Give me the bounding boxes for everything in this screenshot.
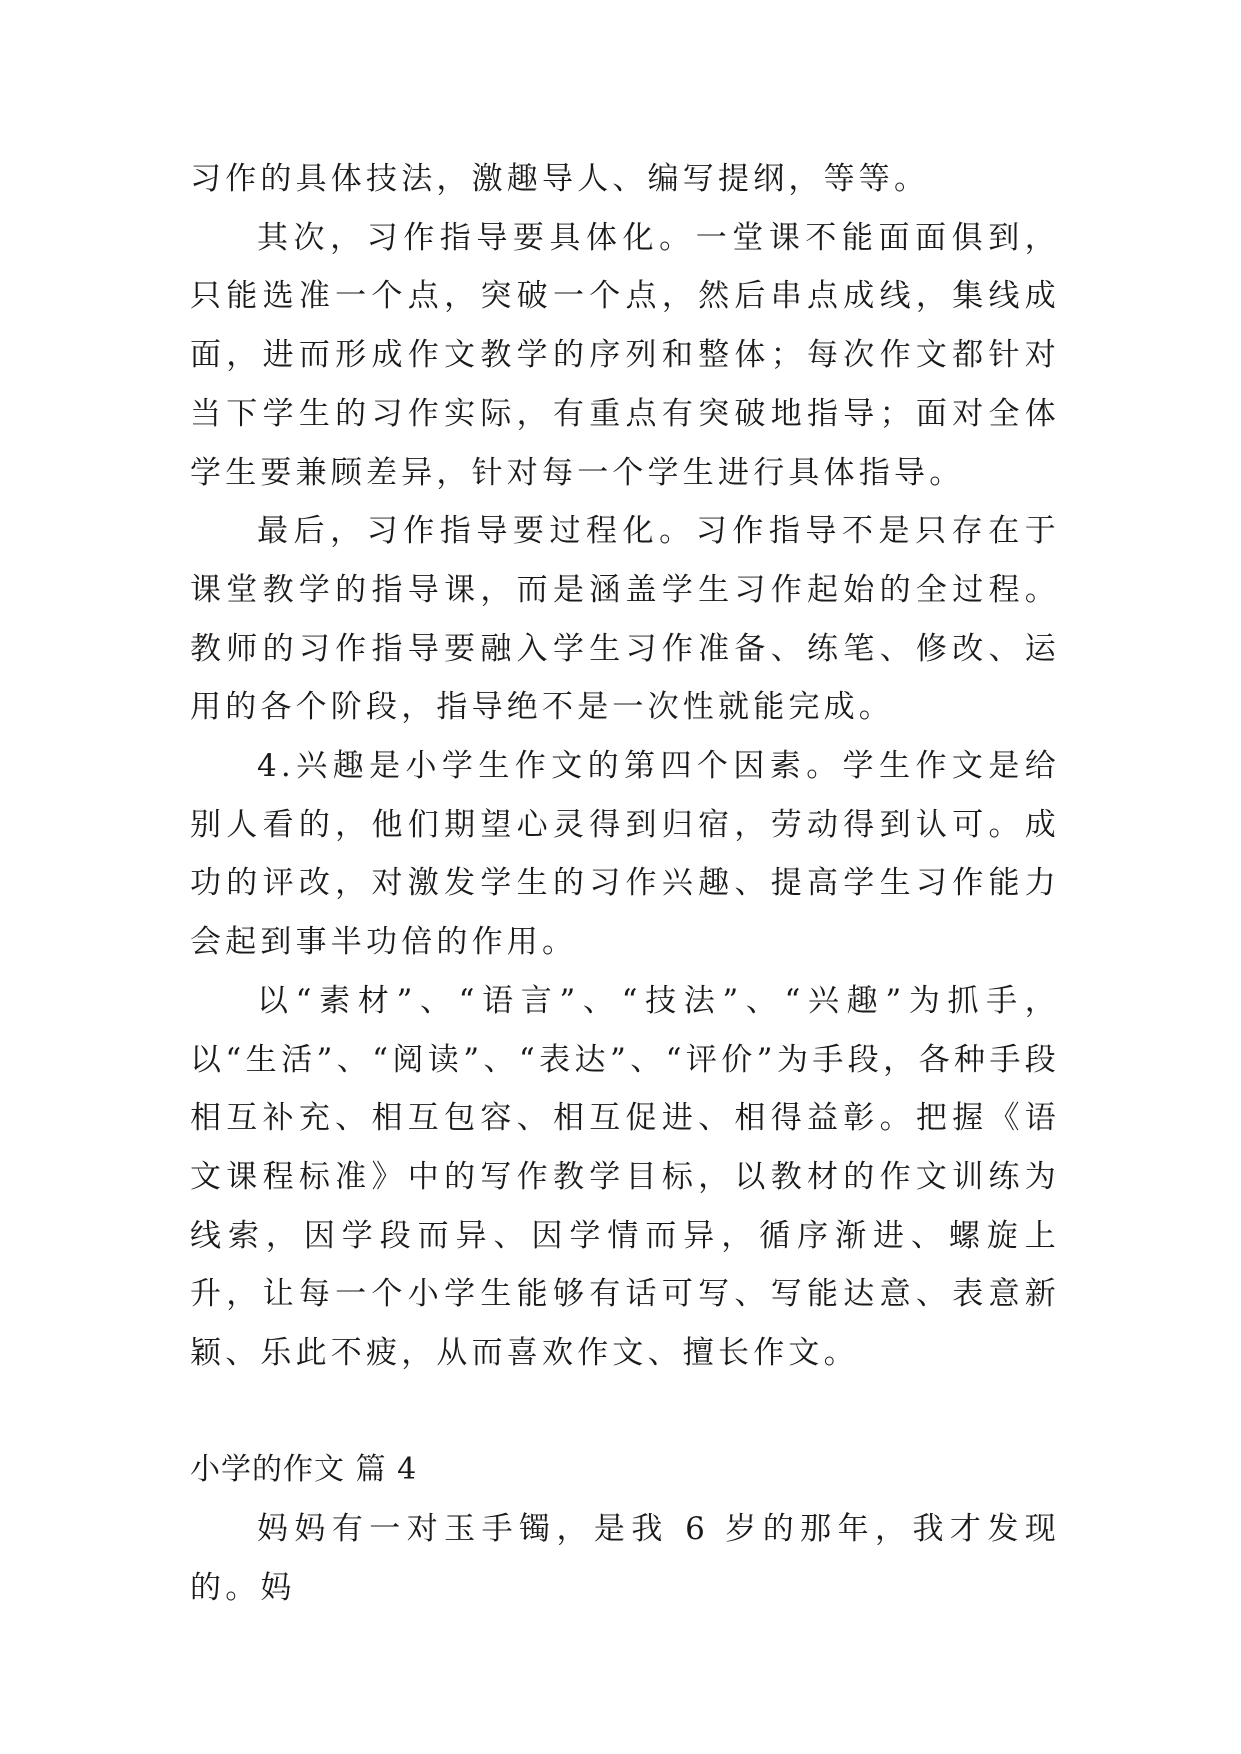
paragraph-guidance-process: 最后，习作指导要过程化。习作指导不是只存在于课堂教学的指导课，而是涵盖学生习作起始的全过程。教师的习作指导要融入学生习作准备、练笔、修改、运用的各个阶段，指导绝不是一次性就能完成。 [190, 513, 1060, 726]
paragraph-essay-opening: 妈妈有一对玉手镯，是我 6 岁的那年，我才发现的。妈 [190, 1511, 1060, 1606]
document-body [190, 150, 1060, 1618]
paragraph-summary: 以“素材”、“语言”、“技法”、“兴趣”为抓手，以“生活”、“阅读”、“表达”、“评价”为手段，各种手段相互补充、相互包容、相互促进、相得益彰。把握《语文课程标准》中的写作教学目标，以教材的作文训练为线索，因学段而异、因学情而异，循序渐进、螺旋上升，让每一个小学生能够有话可写、写能达意、表意新颖、乐此不疲，从而喜欢作文、擅长作文。 [190, 982, 1060, 1372]
section-spacer [190, 1383, 1060, 1442]
paragraph-continuation: 习作的具体技法，激趣导人、编写提纲，等等。 [190, 161, 930, 197]
paragraph-guidance-specific: 其次，习作指导要具体化。一堂课不能面面俱到，只能选准一个点，突破一个点，然后串点成线，集线成面，进而形成作文教学的序列和整体；每次作文都针对当下学生的习作实际，有重点有突破地指导；面对全体学生要兼顾差异，针对每一个学生进行具体指导。 [190, 219, 1060, 491]
section-heading: 小学的作文 篇 4 [190, 1452, 418, 1488]
paragraph-interest-factor: 4.兴趣是小学生作文的第四个因素。学生作文是给别人看的，他们期望心灵得到归宿，劳动得到认可。成功的评改，对激发学生的习作兴趣、提高学生习作能力会起到事半功倍的作用。 [190, 748, 1060, 961]
